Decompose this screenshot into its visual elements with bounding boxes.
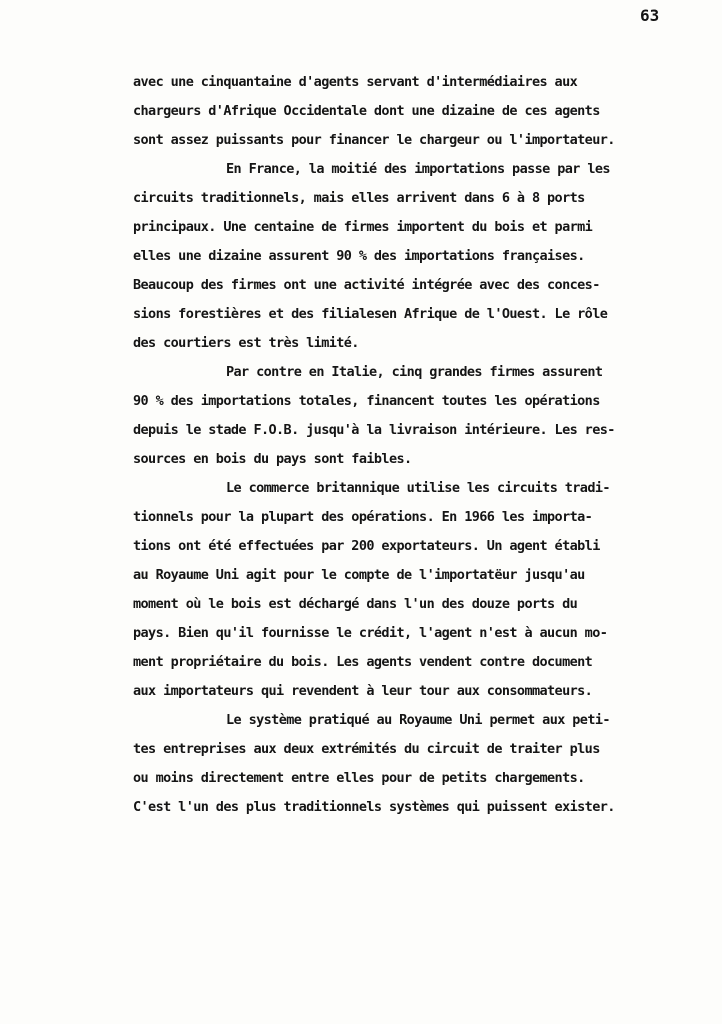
text-line: ou moins directement entre elles pour de petits chargements. bbox=[133, 770, 585, 786]
text-line: moment où le bois est déchargé dans l'un des douze ports du bbox=[133, 596, 578, 612]
text-line: circuits traditionnels, mais elles arrivent dans 6 à 8 ports bbox=[133, 190, 585, 206]
text-line: des courtiers est très limité. bbox=[133, 335, 359, 351]
text-line: au Royaume Uni agit pour le compte de l'importatëur jusqu'au bbox=[133, 567, 585, 583]
body-text bbox=[133, 68, 713, 822]
text-line: Beaucoup des firmes ont une activité intégrée avec des conces- bbox=[133, 277, 600, 293]
text-line: pays. Bien qu'il fournisse le crédit, l'agent n'est à aucun mo- bbox=[133, 625, 608, 641]
text-line: elles une dizaine assurent 90 % des importations françaises. bbox=[133, 248, 585, 264]
text-line: aux importateurs qui revendent à leur tour aux consommateurs. bbox=[133, 683, 593, 699]
text-line: Le commerce britannique utilise les circuits tradi- bbox=[226, 480, 610, 496]
text-line: C'est l'un des plus traditionnels systèmes qui puissent exister. bbox=[133, 799, 615, 815]
text-line: principaux. Une centaine de firmes importent du bois et parmi bbox=[133, 219, 593, 235]
text-line: Le système pratiqué au Royaume Uni permet aux peti- bbox=[226, 712, 610, 728]
text-line: En France, la moitié des importations passe par les bbox=[226, 161, 610, 177]
text-line: ment propriétaire du bois. Les agents vendent contre document bbox=[133, 654, 593, 670]
text-line: chargeurs d'Afrique Occidentale dont une dizaine de ces agents bbox=[133, 103, 600, 119]
text-line: tionnels pour la plupart des opérations. En 1966 les importa- bbox=[133, 509, 593, 525]
text-line: tions ont été effectuées par 200 exportateurs. Un agent établi bbox=[133, 538, 600, 554]
text-line: tes entreprises aux deux extrémités du circuit de traiter plus bbox=[133, 741, 600, 757]
text-line: sions forestières et des filialesen Afrique de l'Ouest. Le rôle bbox=[133, 306, 608, 322]
text-line: depuis le stade F.O.B. jusqu'à la livraison intérieure. Les res- bbox=[133, 422, 615, 438]
page-number: 63 bbox=[640, 6, 660, 25]
text-line: 90 % des importations totales, financent toutes les opérations bbox=[133, 393, 600, 409]
text-line: avec une cinquantaine d'agents servant d'intermédiaires aux bbox=[133, 74, 578, 90]
text-line: sont assez puissants pour financer le chargeur ou l'importateur. bbox=[133, 132, 615, 148]
text-line: sources en bois du pays sont faibles. bbox=[133, 451, 412, 467]
text-line: Par contre en Italie, cinq grandes firmes assurent bbox=[226, 364, 603, 380]
